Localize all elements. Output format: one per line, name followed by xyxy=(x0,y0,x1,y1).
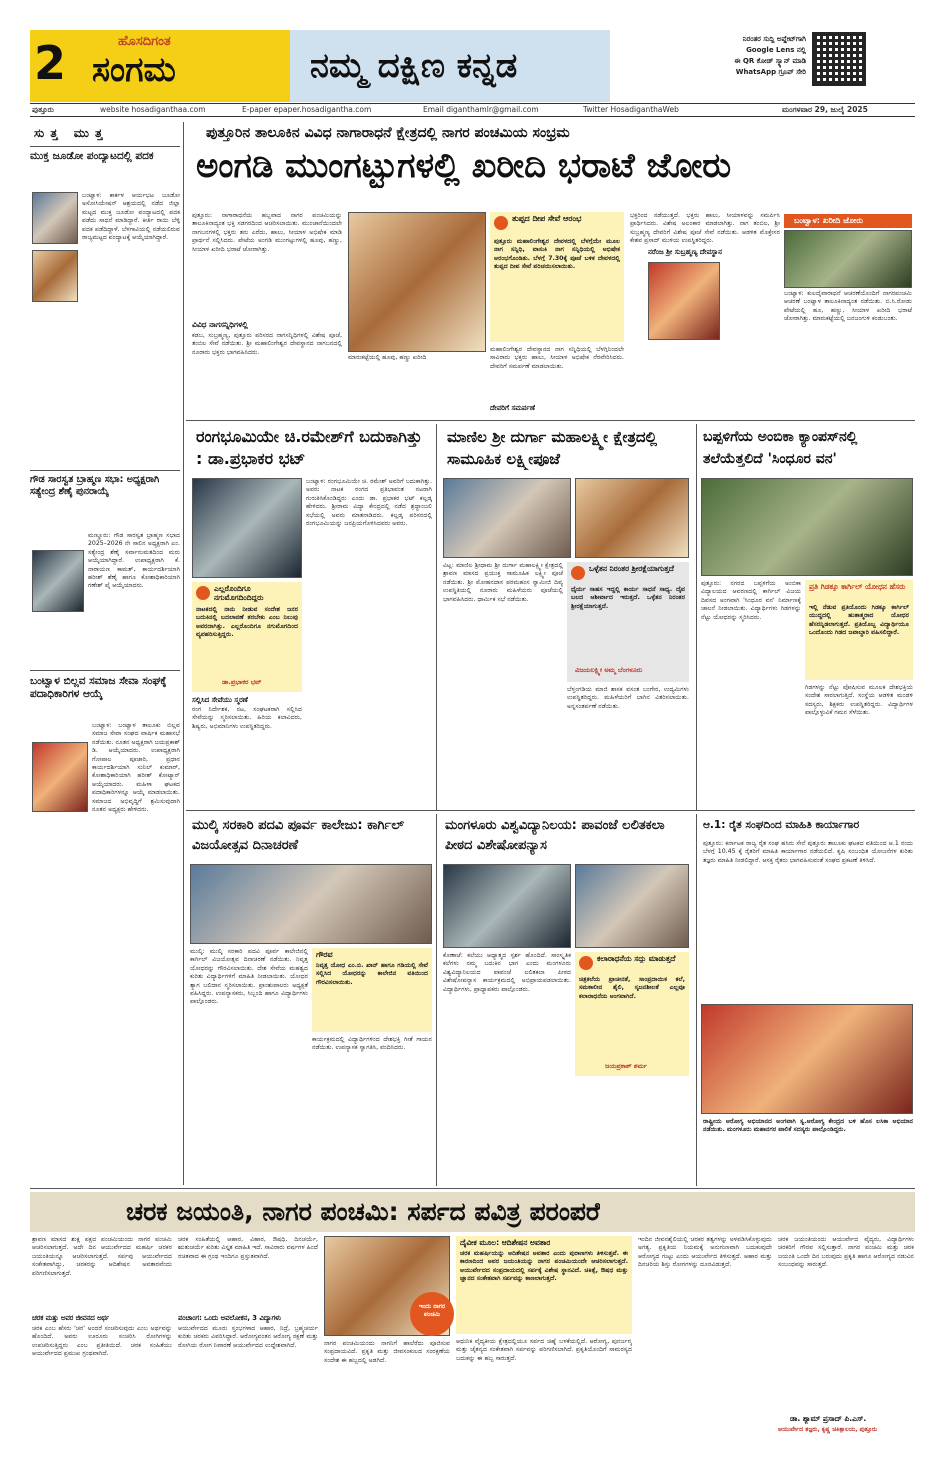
quote-icon xyxy=(571,566,585,580)
university-quote-box xyxy=(575,952,689,1076)
sindhoora-body-2: ಗಿಡಗಳನ್ನು ನೆಟ್ಟು ಪೋಷಿಸುವ ಮೂಲಕ ದೇಶಭಕ್ತಿಯ ಸಂದೇಶ ಸಾರಲಾಗುತ್ತಿದೆ. ಸಂಸ್ಥೆಯ ಆಡಳಿತ ಮಂಡಳಿ ಸದಸ್ಯರು, ಶಿಕ್ಷಕರು ಉಪಸ್ಥಿತರಿದ್ದರು. ವಿದ್ಯಾರ್ಥಿಗಳ ಪಾಲ್ಗೊಳ್ಳುವಿಕೆ ಗಮನ ಸೆಳೆಯಿತು. xyxy=(805,684,913,717)
story1-photo-1 xyxy=(32,192,78,244)
sindhoora-box xyxy=(805,580,913,680)
section-name: ಸಂಗಮ xyxy=(92,50,176,90)
raitha-body: ಪುತ್ತೂರು: ಕರ್ನಾಟಕ ರಾಜ್ಯ ರೈತ ಸಂಘ ಹಸಿರು ಸೇನೆ ಪುತ್ತೂರು ತಾಲೂಕು ಘಟಕದ ವತಿಯಿಂದ ಆ.1 ರಂದು ಬೆಳಗ್ಗೆ 10.45 ಕ್ಕೆ ರೈತರಿಗೆ ಮಾಹಿತಿ ಕಾರ್ಯಾಗಾರ ನಡೆಯಲಿದೆ. ಕೃಷಿ ಸಂಬಂಧಿತ ಯೋಜನೆಗಳ ಕುರಿತು ತಜ್ಞರು ಮಾಹಿತಿ ನೀಡಲಿದ್ದಾರೆ. ಆಸಕ್ತ ರೈತರು ಭಾಗವಹಿಸುವಂತೆ ಸಂಘದ ಪ್ರಕಟಣೆ ತಿಳಿಸಿದೆ. xyxy=(703,840,913,864)
lead-story xyxy=(186,122,915,422)
bottom-col3-body: ಚರಕ ಮಹರ್ಷಿಯನ್ನು ಆದಿಶೇಷನ ಅವತಾರ ಎಂದು ಪುರಾಣಗಳು ತಿಳಿಸುತ್ತವೆ. ಈ ಕಾರಣದಿಂದ ಅವರ ಜಯಂತಿಯನ್ನು ನಾಗರ ಪಂಚಮಿಯಂದೇ ಆಚರಿಸಲಾಗುತ್ತದೆ. ಆಯುರ್ವೇದದ ಸಂಪ್ರದಾಯದಲ್ಲಿ ಸರ್ಪಕ್ಕೆ ವಿಶೇಷ ಸ್ಥಾನವಿದೆ. ಚಿಕಿತ್ಸೆ, ಔಷಧ ಮತ್ತು ಜ್ಞಾನದ ಸಂಕೇತವಾಗಿ ಸರ್ಪವನ್ನು ಕಾಣಲಾಗುತ್ತದೆ. xyxy=(460,1250,628,1283)
university-quote-title: ಕಲಾರಾಧನೆಯ ಸದ್ದು ಮಾಡುತ್ತದೆ xyxy=(597,954,676,963)
epaper-link[interactable]: E-paper epaper.hosadigantha.com xyxy=(242,105,372,114)
divider xyxy=(436,814,437,1186)
divider xyxy=(30,470,180,471)
story2-photo xyxy=(32,550,84,612)
university-photo-1 xyxy=(443,864,571,948)
left-column xyxy=(30,122,180,1185)
naga-panchami-badge-text: ಇಂದು ನಾಗರ ಪಂಚಮಿ xyxy=(418,1303,446,1318)
lead-box-body: ಬಂಟ್ವಾಳ: ಕುಲದೈವಾರಾಧನೆ ಆಚರಣೆಯೊಂದಿಗೆ ನಾಗರಪಂಚಮಿ ಆಚರಣೆ ಬಂಟ್ವಾಳ ತಾಲೂಕಿನಾದ್ಯಂತ ನಡೆಯಿತು. ಬಿ.ಸಿ.ರೋಡು ಪೇಟೆಯಲ್ಲಿ ಹೂ, ಹಣ್ಣು, ಸೀಯಾಳ ಖರೀದಿ ಭರಾಟೆ ಜೋರಾಗಿತ್ತು. ಮಾರುಕಟ್ಟೆಯಲ್ಲಿ ಜನಜಂಗುಳಿ ಕಂಡುಬಂತು. xyxy=(784,290,912,323)
sindhoora-body: ಪುತ್ತೂರು: ನಗರದ ಬಪ್ಪಳಿಗೆಯ ಅಂಬಿಕಾ ವಿದ್ಯಾಲಯದ ಆವರಣದಲ್ಲಿ ಕಾರ್ಗಿಲ್ ವಿಜಯ ದಿವಸದ ಅಂಗವಾಗಿ 'ಸಿಂಧೂರ ವನ' ನಿರ್ಮಾಣಕ್ಕೆ ಚಾಲನೆ ನೀಡಲಾಯಿತು. ವಿದ್ಯಾರ್ಥಿಗಳು ಗಿಡಗಳನ್ನು ನೆಟ್ಟು ಯೋಧರನ್ನು ಸ್ಮರಿಸಿದರು. xyxy=(701,580,801,621)
bottom-col3-box xyxy=(456,1236,632,1334)
website-link[interactable]: website hosadiganthaa.com xyxy=(100,105,206,114)
lead-sidebar-title: ತುಪ್ಪದ ದೀಪ ಸೇವೆ ಆರಂಭ xyxy=(512,214,582,223)
bottom-body-4: ಆಯುರ್ವೇದದ ಮೂರು ಸ್ತಂಭಗಳಾದ ಆಹಾರ, ನಿದ್ರೆ, ಬ್ರಹ್ಮಚರ್ಯ ಕುರಿತು ಚರಕರು ವಿವರಿಸಿದ್ದಾರೆ. ಆರೋಗ್ಯವಂತನ ಆರೋಗ್ಯ ರಕ್ಷಣೆ ಮತ್ತು ರೋಗಿಯ ರೋಗ ನಿವಾರಣೆ ಆಯುರ್ವೇದದ ಉದ್ದೇಶವಾಗಿದೆ. xyxy=(178,1325,318,1349)
info-strip xyxy=(30,103,915,117)
mulki-body: ಮುಲ್ಕಿ: ಮುಲ್ಕಿ ಸರಕಾರಿ ಪದವಿ ಪೂರ್ವ ಕಾಲೇಜಿನಲ್ಲಿ ಕಾರ್ಗಿಲ್ ವಿಜಯೋತ್ಸವ ದಿನಾಚರಣೆ ನಡೆಯಿತು. ನಿವೃತ್ತ ಯೋಧರನ್ನು ಗೌರವಿಸಲಾಯಿತು. ದೇಶ ಸೇವೆಯ ಮಹತ್ವದ ಕುರಿತು ವಿದ್ಯಾರ್ಥಿಗಳಿಗೆ ಮಾಹಿತಿ ನೀಡಲಾಯಿತು. ಯೋಧರ ತ್ಯಾಗ ಬಲಿದಾನ ಸ್ಮರಿಸಲಾಯಿತು. ಪ್ರಾಂಶುಪಾಲರು ಅಧ್ಯಕ್ಷತೆ ವಹಿಸಿದ್ದರು. ಉಪನ್ಯಾಸಕರು, ಸಿಬ್ಬಂದಿ ಹಾಗೂ ವಿದ್ಯಾರ್ಥಿಗಳು ಪಾಲ್ಗೊಂಡರು. xyxy=(190,948,308,1006)
story-mangalore-university xyxy=(439,814,693,1186)
sindhoora-box-body: ಇಲ್ಲಿ ನೆಡುವ ಪ್ರತಿಯೊಂದು ಗಿಡಕ್ಕೂ ಕಾರ್ಗಿಲ್ ಯುದ್ಧದಲ್ಲಿ ಹುತಾತ್ಮರಾದ ಯೋಧರ ಹೆಸರನ್ನಿಡಲಾಗುತ್ತದೆ. ಪ್ರತಿಯೊಬ್ಬ ವಿದ್ಯಾರ್ಥಿಯೂ ಒಂದೊಂದು ಗಿಡದ ಜವಾಬ್ದಾರಿ ವಹಿಸಲಿದ್ದಾರೆ. xyxy=(809,604,909,637)
lead-photo-caption: ಮಾರುಕಟ್ಟೆಯಲ್ಲಿ ಹೂವು, ಹಣ್ಣು ಖರೀದಿ xyxy=(348,354,427,361)
mulki-body-2: ಕಾರ್ಯಕ್ರಮದಲ್ಲಿ ವಿದ್ಯಾರ್ಥಿಗಳಿಂದ ದೇಶಭಕ್ತಿ ಗೀತೆ ಗಾಯನ ನಡೆಯಿತು. ಉಪನ್ಯಾಸಕ ಸ್ವಾಗತಿಸಿ, ವಂದಿಸಿದರು. xyxy=(312,1036,432,1052)
bottom-headline: ಚರಕ ಜಯಂತಿ, ನಾಗರ ಪಂಚಮಿ: ಸರ್ಪದ ಪವಿತ್ರ ಪರಂಪರೆ xyxy=(126,1197,601,1226)
rangabhoomi-photo xyxy=(192,478,302,578)
rangabhoomi-title: ರಂಗಭೂಮಿಯೇ ಚಿ.ರಮೇಶ್‌ಗೆ ಬದುಕಾಗಿತ್ತು : ಡಾ.ಪ್ರಭಾಕರ ಭಟ್ xyxy=(196,427,422,468)
manila-quote-title: ಒಳ್ಳೆತನ ನಿರಂತರ ಶ್ರೀರಕ್ಷೆಯಾಗುತ್ತದೆ xyxy=(589,564,674,573)
manila-quote-body: ಧೈರ್ಯ ಸಾಹಸ ಇದ್ದಲ್ಲಿ ಕಾರ್ಯ ಸಾಧನೆ ಸಾಧ್ಯ. ದೈವ ಬಲದ ಆಶೀರ್ವಾದ ಇರುತ್ತದೆ. ಒಳ್ಳೆತನ ನಿರಂತರ ಶ್ರೀರಕ್ಷೆಯಾಗುತ್ತದೆ. xyxy=(571,586,685,610)
story1-body: ಬಂಟ್ವಾಳ: ಕಾರ್ಕಳ ಆರ್ಯಭಟ ಜೂಡೋ ಅಸೋಸಿಯೇಷನ್ ಆಶ್ರಯದಲ್ಲಿ ನಡೆದ ಜಿಲ್ಲಾ ಮಟ್ಟದ ಮುಕ್ತ ಜೂಡೋ ಪಂದ್ಯಾಟದಲ್ಲಿ ಪದಕ ಪಡೆದು ಸಾಧನೆ ಮಾಡಿದ್ದಾರೆ. ಕೀರ್ತಿ ರಾಯಿ ಬೆಳ್ಳಿ ಪದಕ ಪಡೆದಿದ್ದಾಳೆ. ಬೆಳಗಾವಿಯಲ್ಲಿ ನಡೆಯಲಿರುವ ರಾಜ್ಯಮಟ್ಟದ ಪಂದ್ಯಾಟಕ್ಕೆ ಆಯ್ಕೆಯಾಗಿದ್ದಾರೆ. xyxy=(82,192,180,242)
manila-body: ವಿಟ್ಲ: ಮಾಣಿಲ ಶ್ರೀಧಾಮ ಶ್ರೀ ದುರ್ಗಾ ಮಹಾಲಕ್ಷ್ಮೀ ಕ್ಷೇತ್ರದಲ್ಲಿ ಶ್ರಾವಣ ಮಾಸದ ಪ್ರಯುಕ್ತ ಸಾಮೂಹಿಕ ಲಕ್ಷ್ಮೀ ಪೂಜೆ ನಡೆಯಿತು. ಶ್ರೀ ಮೋಹನದಾಸ ಪರಮಹಂಸ ಸ್ವಾಮೀಜಿ ದಿವ್ಯ ಉಪಸ್ಥಿತಿಯಲ್ಲಿ ನೂರಾರು ಮಹಿಳೆಯರು ಪೂಜೆಯಲ್ಲಿ ಭಾಗವಹಿಸಿದರು. ಧಾರ್ಮಿಕ ಸಭೆ ನಡೆಯಿತು. xyxy=(443,562,563,603)
raitha-caption: ರಾಷ್ಟ್ರೀಯ ಆರೋಗ್ಯ ಅಭಿಯಾನದ ಅಂಗವಾಗಿ ಸ್ವ.ಆರೋಗ್ಯ ಕೇಂದ್ರದ ಬಳಿ ಹೊಸ ಲಸಿಕಾ ಅಭಿಯಾನ ನಡೆಯಿತು. ಮಂಗಳೂರು ಮಹಾನಗರ ಪಾಲಿಕೆ ಸದಸ್ಯರು ಪಾಲ್ಗೊಂಡಿದ್ದರು. xyxy=(703,1118,913,1134)
bottom-byline-name: ಡಾ. ಶ್ಯಾಮ್ ಪ್ರಸಾದ್ ಪಿ.ಎಸ್. xyxy=(790,1414,867,1423)
qr-note-line-1: ನಿರಂತರ ಸುದ್ದಿ ಅಪ್ಡೇಟ್‌ಗಾಗಿ xyxy=(742,35,806,43)
story1-title: ಮುಕ್ತ ಜೂಡೋ ಪಂದ್ಯಾಟದಲ್ಲಿ ಪದಕ xyxy=(30,150,154,162)
rangabhoomi-quote-box xyxy=(192,582,302,692)
lead-box-photo xyxy=(784,230,912,288)
story2-title: ಗೌಡ ಸಾರಸ್ವತ ಬ್ರಾಹ್ಮಣ ಸಭಾ: ಅಧ್ಯಕ್ಷರಾಗಿ ಸತ್ಯೇಂದ್ರ ಶೆಣೈ ಪುನರಾಯ್ಕೆ xyxy=(30,474,160,497)
manila-quote-box xyxy=(567,562,689,682)
divider xyxy=(30,670,180,671)
lead-kicker: ಪುತ್ತೂರಿನ ತಾಲೂಕಿನ ವಿವಿಧ ನಾಗಾರಾಧನೆ ಕ್ಷೇತ್ರದಲ್ಲಿ ನಾಗರ ಪಂಚಮಿಯ ಸಂಭ್ರಮ xyxy=(206,125,570,141)
manila-body-2: ಬೆಳ್ತಂಗಡಿಯ ಮಾಜಿ ಶಾಸಕ ವಸಂತ ಬಂಗೇರ, ಉದ್ಯಮಿಗಳು ಉಪಸ್ಥಿತರಿದ್ದರು. ಮಹಿಳೆಯರಿಗೆ ಬಾಗಿನ ವಿತರಿಸಲಾಯಿತು. ಅನ್ನಸಂತರ್ಪಣೆ ನಡೆಯಿತು. xyxy=(567,686,689,710)
story-sindhoora-vana xyxy=(699,424,915,810)
rangabhoomi-subhead: ಸಲ್ಲಿಸಿದ ಸೇವೆಯು ಸ್ಮರಣೆ xyxy=(192,696,248,704)
divider xyxy=(186,810,915,811)
quote-icon xyxy=(579,956,593,970)
naga-panchami-badge xyxy=(410,1292,454,1336)
story3-title: ಬಂಟ್ವಾಳ ಬಿಲ್ಲವ ಸಮಾಜ ಸೇವಾ ಸಂಘಕ್ಕೆ ಪದಾಧಿಕಾರಿಗಳ ಆಯ್ಕೆ xyxy=(30,675,167,700)
page-number: 2 xyxy=(34,36,67,90)
lead-body-1: ಪುತ್ತೂರು: ನಾಗಾರಾಧನೆಯ ಹಬ್ಬವಾದ ನಾಗರ ಪಂಚಮಿಯನ್ನು ತಾಲೂಕಿನಾದ್ಯಂತ ಭಕ್ತಿ ಸಡಗರದಿಂದ ಆಚರಿಸಲಾಯಿತು. ಮುಂಜಾನೆಯಿಂದಲೇ ನಾಗಬನಗಳಲ್ಲಿ ಭಕ್ತರು ತನು ಎರೆದು, ಹಾಲು, ಸೀಯಾಳ ಅಭಿಷೇಕ ಮಾಡಿ ಪ್ರಾರ್ಥನೆ ಸಲ್ಲಿಸಿದರು. ಪೇಟೆಯ ಅಂಗಡಿ ಮುಂಗಟ್ಟುಗಳಲ್ಲಿ ಹೂವು, ಹಣ್ಣು, ಸೀಯಾಳ ಖರೀದಿ ಭರಾಟೆ ಜೋರಾಗಿತ್ತು. xyxy=(192,212,342,253)
lead-sidebar-body: ಪುತ್ತೂರು ಮಹಾಲಿಂಗೇಶ್ವರ ದೇವಳದಲ್ಲಿ ಬೆಳಗ್ಗೆಯೇ ಮೂಲ ನಾಗ ಸನ್ನಿಧಿ, ವಾಸುಕಿ ನಾಗ ಸನ್ನಿಧಿಯಲ್ಲಿ ಅಭಿಷೇಕ ಆರಂಭಗೊಂಡಿತು. ಬೆಳಗ್ಗೆ 7.30ಕ್ಕೆ ಪೂಜೆ ಬಳಿಕ ದೇವಳದಲ್ಲಿ ತುಪ್ಪದ ದೀಪ ಸೇವೆ ಪರಿಚಯಿಸಲಾಯಿತು. xyxy=(494,238,620,271)
story-manila-pooja xyxy=(439,424,693,810)
rangabhoomi-body-2: ರಂಗ ನಿರ್ದೇಶಕ, ನಟ, ಸಂಘಟಕರಾಗಿ ಸಲ್ಲಿಸಿದ ಸೇವೆಯನ್ನು ಸ್ಮರಿಸಲಾಯಿತು. ಹಿರಿಯ ಕಲಾವಿದರು, ಶಿಷ್ಯರು, ಅಭಿಮಾನಿಗಳು ಉಪಸ್ಥಿತರಿದ್ದರು. xyxy=(192,706,302,730)
story-mulki-kargil xyxy=(186,814,434,1186)
rangabhoomi-quote-body: ನಾಟಕದಲ್ಲಿ ನಾನು ನೀಡುವ ಸಂದೇಶ ಜನರ ಬದುಕಿನಲ್ಲಿ ಬದಲಾವಣೆ ತರಬೇಕು ಎಂಬ ನಿಲುವು ಅವರದಾಗಿತ್ತು. ಎಲ್ಲರೊಂದಿಗೂ ನಗುಮೊಗದಿಂದ ವ್ಯವಹರಿಸುತ್ತಿದ್ದರು. xyxy=(196,606,298,639)
story2-body: ಮಣ್ಣೂರು: ಗೌಡ ಸಾರಸ್ವತ ಬ್ರಾಹ್ಮಣ ಸಭಾದ 2025–2026 ನೇ ಸಾಲಿನ ಅಧ್ಯಕ್ಷರಾಗಿ ಎಂ. ಸತ್ಯೇಂದ್ರ ಶೆಣೈ ಸರ್ವಾನುಮತದಿಂದ ಮರು ಆಯ್ಕೆಯಾಗಿದ್ದಾರೆ. ಉಪಾಧ್ಯಕ್ಷರಾಗಿ ಕೆ. ನಾರಾಯಣ ಕಾಮತ್, ಕಾರ್ಯದರ್ಶಿಯಾಗಿ ಹರೀಶ್ ಶೆಣೈ ಹಾಗೂ ಕೋಶಾಧಿಕಾರಿಯಾಗಿ ಗಣೇಶ್ ಪೈ ಆಯ್ಕೆಯಾದರು. xyxy=(88,532,180,590)
divider xyxy=(30,1188,915,1189)
quote-icon xyxy=(196,586,210,600)
left-column-label: ಸುತ್ತ ಮುತ್ತ xyxy=(34,126,109,140)
raitha-photo xyxy=(701,1004,913,1114)
qr-note-line-3: ಈ QR ಕೋಡ್ ಸ್ಕ್ಯಾನ್ ಮಾಡಿ xyxy=(734,57,806,65)
university-photo-2 xyxy=(575,864,689,948)
story1-photo-2 xyxy=(32,250,78,302)
issue-date: ಮಂಗಳವಾರ 29, ಜುಲೈ 2025 xyxy=(782,105,868,114)
bottom-col5-body: ಇಂದಿನ ಜೀವನಶೈಲಿಯಲ್ಲಿ ಚರಕರ ತತ್ವಗಳನ್ನು ಅಳವಡಿಸಿಕೊಳ್ಳುವುದು ಅಗತ್ಯ. ಪ್ರಕೃತಿಯ ನಿಯಮಕ್ಕೆ ಅನುಗುಣವಾಗಿ ಬದುಕುವುದೇ ಆರೋಗ್ಯದ ಗುಟ್ಟು ಎಂದು ಆಯುರ್ವೇದ ತಿಳಿಸುತ್ತದೆ. ಆಹಾರ ಮತ್ತು ದಿನಚರಿಯ ಶಿಸ್ತು ರೋಗಗಳನ್ನು ದೂರವಿಡುತ್ತದೆ. xyxy=(638,1236,772,1269)
mulki-box-body: ನಿವೃತ್ತ ಯೋಧ ಎಂ.ಬಿ. ಖಾನ್ ಹಾಗೂ ಗಡಿಯಲ್ಲಿ ಸೇವೆ ಸಲ್ಲಿಸಿದ ಯೋಧರನ್ನು ಕಾಲೇಜಿನ ವತಿಯಿಂದ ಗೌರವಿಸಲಾಯಿತು. xyxy=(316,962,428,986)
university-title: ಮಂಗಳೂರು ವಿಶ್ವವಿದ್ಯಾನಿಲಯ: ಪಾವಂಜೆ ಲಲಿತಕಲಾ ಪೀಠದ ವಿಶೇಷೋಪನ್ಯಾಸ xyxy=(445,818,665,853)
lead-col3-body: ಮಹಾಲಿಂಗೇಶ್ವರ ದೇವಸ್ಥಾನದ ನಾಗ ಸನ್ನಿಧಿಯಲ್ಲಿ ಬೆಳಗ್ಗಿನಿಂದಲೇ ಸಾವಿರಾರು ಭಕ್ತರು ಹಾಲು, ಸೀಯಾಳ ಅಭಿಷೇಕ ನೆರವೇರಿಸಿದರು. ದೇವರಿಗೆ ಸಮರ್ಪಣೆ ಮಾಡಲಾಯಿತು. xyxy=(490,346,624,370)
story-rangabhoomi xyxy=(186,424,434,810)
manila-photo-2 xyxy=(575,478,689,558)
bottom-body-2: ಚರಕ ಎಂಬ ಹೆಸರು 'ಚರ' ಅಂದರೆ ಸಂಚರಿಸುವುದು ಎಂಬ ಅರ್ಥವನ್ನು ಹೊಂದಿದೆ. ಅವರು ಊರೂರು ಸಂಚರಿಸಿ ರೋಗಿಗಳನ್ನು ಉಪಚರಿಸುತ್ತಿದ್ದರು ಎಂಬ ಪ್ರತೀತಿಯಿದೆ. ಚರಕ ಸಂಹಿತೆಯು ಆಯುರ್ವೇದದ ಪ್ರಮುಖ ಗ್ರಂಥವಾಗಿದೆ. xyxy=(32,1325,172,1358)
sindhoora-photo xyxy=(701,478,913,576)
twitter-link[interactable]: Twitter HosadiganthaWeb xyxy=(583,105,679,114)
bottom-feature xyxy=(30,1192,915,1454)
mulki-photo xyxy=(190,864,432,944)
lead-headline: ಅಂಗಡಿ ಮುಂಗಟ್ಟುಗಳಲ್ಲಿ ಖರೀದಿ ಭರಾಟೆ ಜೋರು xyxy=(196,146,732,186)
divider xyxy=(436,424,437,810)
bottom-body-5: ನಾಗರ ಪಂಚಮಿಯಂದು ನಾಗನಿಗೆ ಹಾಲೆರೆದು ಪೂಜಿಸುವ ಸಂಪ್ರದಾಯವಿದೆ. ಪ್ರಕೃತಿ ಮತ್ತು ಜೀವಸಂಕುಲದ ಸಂರಕ್ಷಣೆಯ ಸಂದೇಶ ಈ ಹಬ್ಬದಲ್ಲಿ ಅಡಗಿದೆ. xyxy=(324,1340,450,1364)
lead-col4-title: ನರೆಂಜ ಶ್ರೀ ಸುಬ್ರಹ್ಮಣ್ಯ ದೇವಸ್ಥಾನ xyxy=(648,248,722,256)
divider xyxy=(183,122,184,1185)
bottom-byline-role: ಆಯುರ್ವೇದ ತಜ್ಞರು, ಕೃಷ್ಣ ಚಿಕಿತ್ಸಾಲಯ, ಪುತ್ತೂರು xyxy=(778,1426,878,1433)
lead-box-bantwal xyxy=(784,214,912,414)
lead-body-2: ಕಡಬ, ಸುಬ್ರಹ್ಮಣ್ಯ, ಪುತ್ತೂರು ಪರಿಸರದ ನಾಗಸನ್ನಿಧಿಗಳಲ್ಲಿ ವಿಶೇಷ ಪೂಜೆ, ತಂಬಿಲ ಸೇವೆ ನಡೆಯಿತು. ಶ್ರೀ ಮಹಾಲಿಂಗೇಶ್ವರ ದೇವಸ್ಥಾನದ ನಾಗಬನದಲ್ಲಿ ನೂರಾರು ಭಕ್ತರು ಭಾಗವಹಿಸಿದರು. xyxy=(192,332,342,356)
masthead xyxy=(0,0,945,112)
bottom-col6-body: ಚರಕ ಜಯಂತಿಯಂದು ಆಯುರ್ವೇದ ವೈದ್ಯರು, ವಿದ್ಯಾರ್ಥಿಗಳು ಚರಕರಿಗೆ ಗೌರವ ಸಲ್ಲಿಸುತ್ತಾರೆ. ನಾಗರ ಪಂಚಮಿ ಮತ್ತು ಚರಕ ಜಯಂತಿ ಒಂದೇ ದಿನ ಬರುವುದು ಪ್ರಕೃತಿ ಹಾಗೂ ಆರೋಗ್ಯದ ನಡುವಿನ ಸಂಬಂಧವನ್ನು ಸಾರುತ್ತದೆ. xyxy=(778,1236,914,1269)
flame-icon xyxy=(494,216,508,230)
manila-photo-1 xyxy=(443,478,571,558)
bottom-col3-title: ದೈವೀಕ ಮೂಲ: ಆದಿಶೇಷನ ಅವತಾರ xyxy=(460,1238,551,1247)
brand-name: ಹೊಸದಿಗಂತ xyxy=(118,34,171,49)
email-link[interactable]: Email diganthamlr@gmail.com xyxy=(423,105,539,114)
raitha-title: ಆ.1: ರೈತ ಸಂಘದಿಂದ ಮಾಹಿತಿ ಕಾರ್ಯಾಗಾರ xyxy=(703,819,860,831)
mulki-box-title: ಗೌರವ xyxy=(316,950,333,959)
lead-box-title: ಬಂಟ್ವಾಳ: ಖರೀದಿ ಜೋರು xyxy=(784,214,912,228)
city-name: ಪುತ್ತೂರು xyxy=(32,105,54,114)
mulki-title: ಮುಲ್ಕಿ ಸರಕಾರಿ ಪದವಿ ಪೂರ್ವ ಕಾಲೇಜು: ಕಾರ್ಗಿಲ್ ವಿಜಯೋತ್ಸವ ದಿನಾಚರಣೆ xyxy=(192,818,405,853)
story3-photo xyxy=(32,742,88,812)
university-quote-body: ಚಿತ್ರಕಲೆಯ ಪ್ರಾಚೀನತೆ, ಸಾಂಪ್ರದಾಯಿಕ ಕಲೆ, ಸಮಕಾಲೀನ ಶೈಲಿ, ಸೃಜನಶೀಲತೆ ಎಲ್ಲವೂ ಕಲಾರಾಧನೆಯ ಅಂಗವಾಗಿದೆ. xyxy=(579,976,685,1000)
lead-col4-body: ಭಕ್ತರಿಂದ ನಡೆಯುತ್ತದೆ. ಭಕ್ತರು ಹಾಲು, ಸೀಯಾಳವನ್ನು ಸಮರ್ಪಿಸಿ ಪ್ರಾರ್ಥಿಸಿದರು. ವಿಶೇಷ ಅಲಂಕಾರ ಮಾಡಲಾಗಿತ್ತು. ನಾಗ ತಂಬಿಲ, ಶ್ರೀ ಸುಬ್ರಹ್ಮಣ್ಯ ದೇವರಿಗೆ ವಿಶೇಷ ಪೂಜೆ ಸೇವೆ ನಡೆಯಿತು. ಆಡಳಿತ ಮೊಕ್ತೇಸರ ಕೇಶವ ಪ್ರಸಾದ್ ಮುಳಿಯ ಉಪಸ್ಥಿತರಿದ್ದರು. xyxy=(630,212,780,245)
rangabhoomi-quote-title: ಎಲ್ಲರೊಂದಿಗೂ ನಗುಮೊಗದಿಂದಿದ್ದರು xyxy=(214,584,264,602)
sindhoora-title: ಬಪ್ಪಳಿಗೆಯ ಅಂಬಿಕಾ ಕ್ಯಾಂಪಸ್‌ನಲ್ಲಿ ತಲೆಯೆತ್ತಲಿದೆ 'ಸಿಂಧೂರ ವನ' xyxy=(703,429,858,467)
lead-photo-market xyxy=(348,212,486,352)
rangabhoomi-body: ಬಂಟ್ವಾಳ: ರಂಗಭೂಮಿಯೇ ಚಿ. ರಮೇಶ್ ಅವರಿಗೆ ಬದುಕಾಗಿತ್ತು. ಅವರು ನಾಟಕ ರಂಗದ ಪ್ರತಿಭಾವಂತ ನಟರಾಗಿ ಗುರುತಿಸಿಕೊಂಡಿದ್ದರು ಎಂದು ಡಾ. ಪ್ರಭಾಕರ ಭಟ್ ಕಲ್ಲಡ್ಕ ಹೇಳಿದರು. ಶ್ರೀರಾಮ ವಿದ್ಯಾ ಕೇಂದ್ರದಲ್ಲಿ ನಡೆದ ಶ್ರದ್ಧಾಂಜಲಿ ಸಭೆಯಲ್ಲಿ ಅವರು ಮಾತನಾಡಿದರು. ಕಲ್ಲಡ್ಕ ಪರಿಸರದಲ್ಲಿ ರಂಗಭೂಮಿಯನ್ನು ಜನಪ್ರಿಯಗೊಳಿಸಿದವರು ಅವರು. xyxy=(306,478,432,528)
lead-sidebar xyxy=(490,212,624,342)
bottom-subhead-2: ಪಂಚಾಂಗ: ಒಂದು ಅವಲೋಕನ, 3 ವಿದ್ಯಾಗಳು xyxy=(178,1314,282,1322)
lead-subhead: ವಿವಿಧ ನಾಗಸನ್ನಿಧಿಗಳಲ್ಲಿ xyxy=(192,320,248,329)
qr-note-line-2: Google Lens ನಲ್ಲಿ xyxy=(746,46,806,54)
supplement-title: ನಮ್ಮ ದಕ್ಷಿಣ ಕನ್ನಡ xyxy=(310,46,518,86)
divider xyxy=(30,146,180,147)
story-raitha-sangha xyxy=(699,814,915,1186)
bottom-col4-body: ಆಧುನಿಕ ವೈದ್ಯಕೀಯ ಕ್ಷೇತ್ರದಲ್ಲಿಯೂ ಸರ್ಪದ ಚಿಹ್ನೆ ಬಳಕೆಯಲ್ಲಿದೆ. ಆರೋಗ್ಯ, ಪುನರ್ಜನ್ಮ ಮತ್ತು ಚೈತನ್ಯದ ಸಂಕೇತವಾಗಿ ಸರ್ಪವನ್ನು ಪರಿಗಣಿಸಲಾಗಿದೆ. ಪ್ರಕೃತಿಯೊಂದಿಗೆ ಸಾಮರಸ್ಯದ ಬದುಕನ್ನು ಈ ಹಬ್ಬ ಸಾರುತ್ತದೆ. xyxy=(456,1338,632,1362)
sindhoora-box-title: ಪ್ರತಿ ಗಿಡಕ್ಕೂ ಕಾರ್ಗಿಲ್ ಯೋಧನ ಹೆಸರು xyxy=(809,582,906,591)
bottom-subhead-1: ಚರಕ ಮತ್ತು ಅವರ ಜೀವನದ ಅರ್ಥ xyxy=(32,1314,110,1322)
mulki-box xyxy=(312,948,432,1032)
rangabhoomi-quote-by: ಡಾ.ಪ್ರಭಾಕರ ಭಟ್ xyxy=(222,678,262,686)
qr-note-line-4: WhatsApp ಗ್ರೂಪ್ ಸೇರಿ xyxy=(735,68,806,76)
qr-note xyxy=(648,34,806,78)
university-body: ಕೊಣಾಜೆ: ಕಲೆಯು ಆಧ್ಯಾತ್ಮದ ಸ್ಪರ್ಶ ಹೊಂದಿದೆ. ಸಾಂಸ್ಕೃತಿಕ ಕಲೆಗಳು ನಮ್ಮ ಬದುಕಿನ ಭಾಗ ಎಂದು ಮಂಗಳೂರು ವಿಶ್ವವಿದ್ಯಾನಿಲಯದ ಪಾವಂಜೆ ಲಲಿತಕಲಾ ಪೀಠದ ವಿಶೇಷೋಪನ್ಯಾಸ ಕಾರ್ಯಕ್ರಮದಲ್ಲಿ ಅಭಿಪ್ರಾಯಪಡಲಾಯಿತು. ವಿದ್ಯಾರ್ಥಿಗಳು, ಪ್ರಾಧ್ಯಾಪಕರು ಪಾಲ್ಗೊಂಡರು. xyxy=(443,952,571,993)
bottom-body-1: ಶ್ರಾವಣ ಮಾಸದ ಶುಕ್ಲ ಪಕ್ಷದ ಪಂಚಮಿಯಂದು ನಾಗರ ಪಂಚಮಿ ಆಚರಿಸಲಾಗುತ್ತದೆ. ಅದೇ ದಿನ ಆಯುರ್ವೇದದ ಮಹರ್ಷಿ ಚರಕರ ಜಯಂತಿಯನ್ನೂ ಆಚರಿಸಲಾಗುತ್ತದೆ. ಸರ್ಪವು ಆಯುರ್ವೇದದ ಸಂಕೇತವಾಗಿದ್ದು, ಚರಕರನ್ನು ಆದಿಶೇಷನ ಅವತಾರವೆಂದು ಪರಿಗಣಿಸಲಾಗುತ್ತದೆ. xyxy=(32,1236,172,1277)
manila-title: ಮಾಣಿಲ ಶ್ರೀ ದುರ್ಗಾ ಮಹಾಲಕ್ಷ್ಮೀ ಕ್ಷೇತ್ರದಲ್ಲಿ ಸಾಮೂಹಿಕ ಲಕ್ಷ್ಮೀಪೂಜೆ xyxy=(447,428,657,468)
divider xyxy=(696,424,697,810)
lead-col3-subhead: ದೇವರಿಗೆ ಸಮರ್ಪಣೆ xyxy=(490,404,536,412)
lead-temple-photo xyxy=(648,262,720,340)
manila-quote-by: ವಿಜಯಲಕ್ಷ್ಮೀ ಅಮ್ಮ ಬೆಂಗಳೂರು xyxy=(575,666,643,674)
bottom-body-3: ಚರಕ ಸಂಹಿತೆಯಲ್ಲಿ ಆಹಾರ, ವಿಹಾರ, ಔಷಧಿ, ದಿನಚರ್ಯೆ, ಋತುಚರ್ಯೆ ಕುರಿತು ವಿಸ್ತೃತ ಮಾಹಿತಿ ಇದೆ. ಸಾವಿರಾರು ವರ್ಷಗಳ ಹಿಂದೆ ರಚಿತವಾದ ಈ ಗ್ರಂಥ ಇಂದಿಗೂ ಪ್ರಸ್ತುತವಾಗಿದೆ. xyxy=(178,1236,318,1260)
qr-code-icon[interactable] xyxy=(812,32,866,86)
divider xyxy=(696,814,697,1186)
story3-body: ಬಂಟ್ವಾಳ: ಬಂಟ್ವಾಳ ತಾಲೂಕು ಬಿಲ್ಲವ ಸಮಾಜ ಸೇವಾ ಸಂಘದ ವಾರ್ಷಿಕ ಮಹಾಸಭೆ ನಡೆಯಿತು. ನೂತನ ಅಧ್ಯಕ್ಷರಾಗಿ ಜಯಪ್ರಕಾಶ್ ಡಿ. ಆಯ್ಕೆಯಾದರು. ಉಪಾಧ್ಯಕ್ಷರಾಗಿ ಗೋಪಾಲ ಪೂಜಾರಿ, ಪ್ರಧಾನ ಕಾರ್ಯದರ್ಶಿಯಾಗಿ ಸುನಿಲ್ ಕುಮಾರ್, ಕೋಶಾಧಿಕಾರಿಯಾಗಿ ಹರೀಶ್ ಕೋಟ್ಯಾನ್ ಆಯ್ಕೆಯಾದರು. ಮಹಿಳಾ ಘಟಕದ ಪದಾಧಿಕಾರಿಗಳನ್ನೂ ಆಯ್ಕೆ ಮಾಡಲಾಯಿತು. ಸಮಾಜದ ಅಭಿವೃದ್ಧಿಗೆ ಶ್ರಮಿಸುವುದಾಗಿ ನೂತನ ಅಧ್ಯಕ್ಷರು ಹೇಳಿದರು. xyxy=(92,722,180,814)
divider xyxy=(186,420,915,421)
university-quote-by: ಜಯಪ್ರಕಾಶ್ ಶರ್ಮ xyxy=(605,1062,648,1070)
